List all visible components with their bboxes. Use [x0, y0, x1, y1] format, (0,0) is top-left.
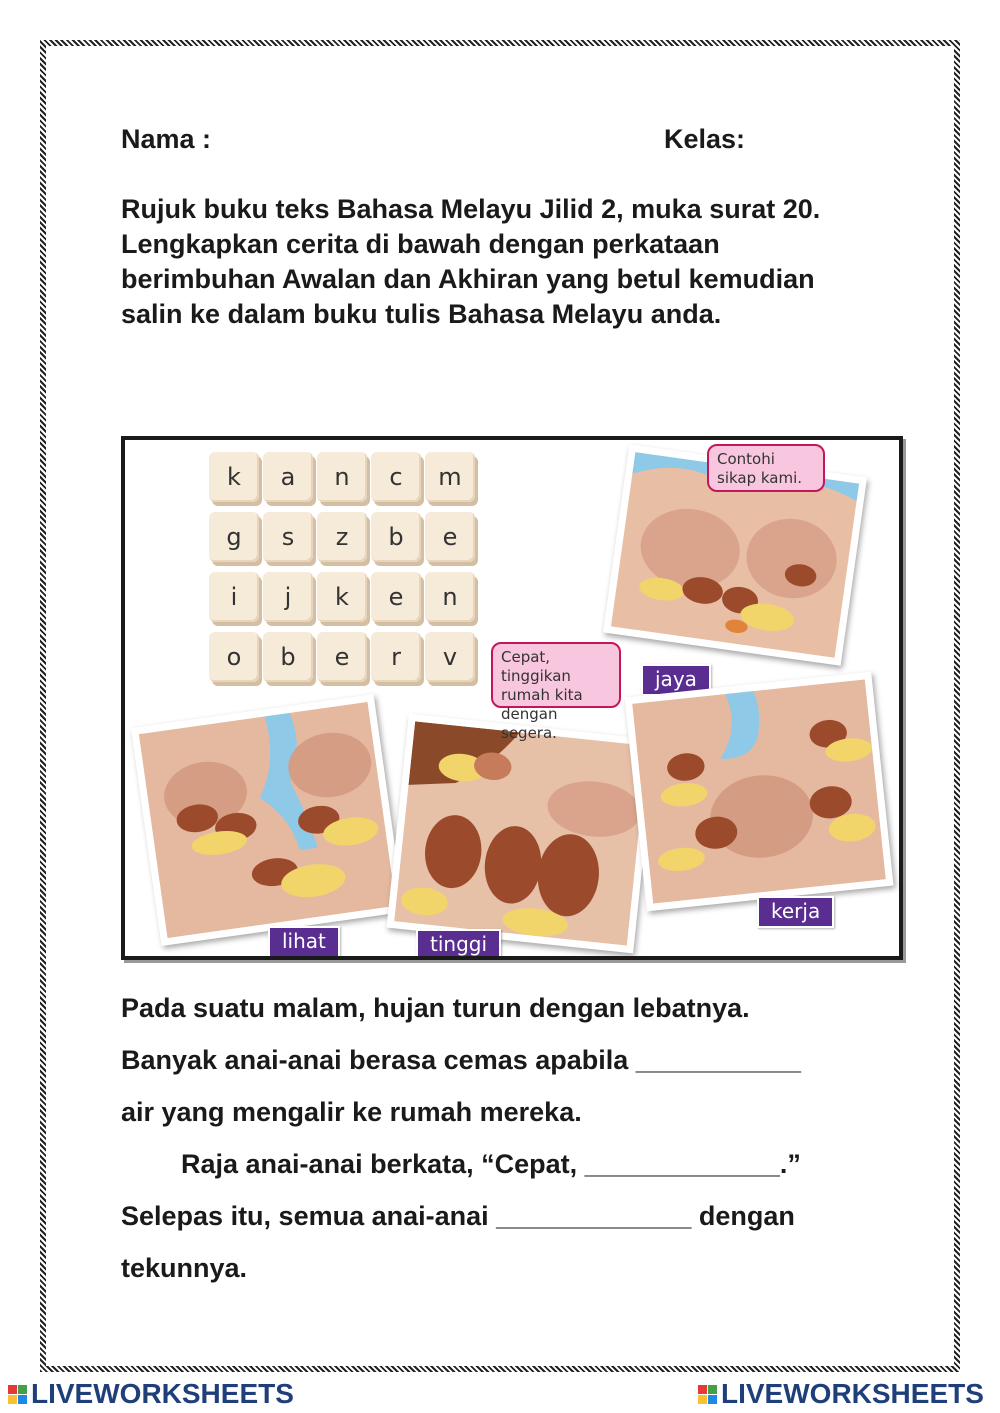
panel-king-ant: [386, 714, 655, 954]
letter-tile: s: [263, 512, 313, 562]
letter-tile: i: [209, 572, 259, 622]
letter-tile: c: [371, 452, 421, 502]
letter-tile: e: [317, 632, 367, 682]
liveworksheets-logo-icon: [8, 1385, 27, 1404]
letter-tile: v: [425, 632, 475, 682]
letter-tile: k: [209, 452, 259, 502]
instructions-text: Rujuk buku teks Bahasa Melayu Jilid 2, muka surat 20. Lengkapkan cerita di bawah dengan perkataan berimbuhan Awalan dan Akhiran yang betul kemudian salin ke dalam buku tulis Bahasa Melayu anda.: [121, 194, 821, 329]
story-line: air yang mengalir ke rumah mereka.: [121, 1097, 582, 1127]
letter-tile: j: [263, 572, 313, 622]
story-line-blank-3: Selepas itu, semua anai-anai _____________ dengan: [121, 1201, 795, 1231]
panel-king-ant-art: [394, 721, 648, 945]
letter-tile: b: [371, 512, 421, 562]
letter-tile: n: [425, 572, 475, 622]
class-label: Kelas:: [664, 124, 746, 154]
story-line-blank-1: Banyak anai-anai berasa cemas apabila ___________: [121, 1045, 801, 1075]
letter-tile: e: [371, 572, 421, 622]
word-tag-jaya: jaya: [641, 664, 711, 696]
letter-tile: k: [317, 572, 367, 622]
panel-rain-water-art: [139, 702, 396, 938]
story-line: Pada suatu malam, hujan turun dengan lebatnya.: [121, 993, 750, 1023]
letter-tile: z: [317, 512, 367, 562]
letter-tile: n: [317, 452, 367, 502]
letter-tile: g: [209, 512, 259, 562]
letter-tile: o: [209, 632, 259, 682]
textbook-illustration: [121, 436, 903, 960]
letter-tile: r: [371, 632, 421, 682]
word-tag-lihat: lihat: [268, 926, 340, 958]
panel-ants-working: [624, 672, 893, 912]
name-label: Nama :: [121, 124, 212, 154]
speech-bubble-cepat: Cepat, tinggikan rumah kita dengan segera.: [491, 642, 621, 708]
story-line-text: Raja anai-anai berkata, “Cepat, _____________.”: [181, 1149, 801, 1179]
panel-ants-working-art: [632, 679, 886, 903]
speech-bubble-contohi: Contohi sikap kami.: [707, 444, 825, 492]
word-tag-tinggi: tinggi: [416, 929, 501, 960]
panel-rain-water: [131, 694, 404, 946]
liveworksheets-logo-icon: [698, 1385, 717, 1404]
liveworksheets-logo-left: LIVEWORKSHEETS: [8, 1378, 294, 1410]
story-line: tekunnya.: [121, 1253, 248, 1283]
letter-tile: m: [425, 452, 475, 502]
liveworksheets-logo-right: LIVEWORKSHEETS: [698, 1378, 984, 1410]
word-tag-kerja: kerja: [757, 896, 834, 928]
letter-tile: a: [263, 452, 313, 502]
letter-tile: e: [425, 512, 475, 562]
letter-tile: b: [263, 632, 313, 682]
story-passage: [121, 982, 891, 1294]
story-line-blank-2: [121, 1138, 891, 1190]
